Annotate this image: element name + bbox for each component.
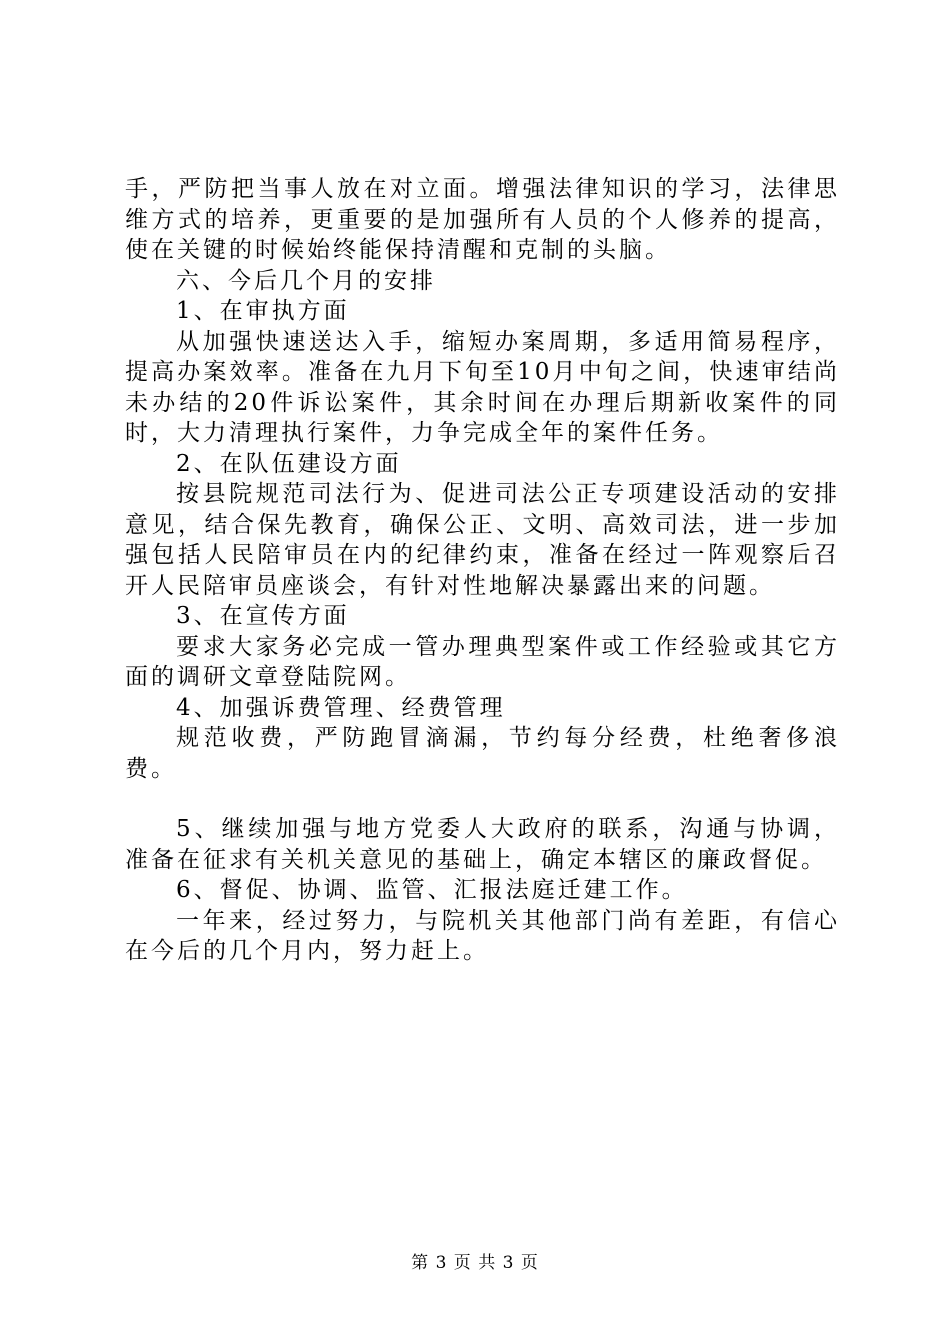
paragraph-court-relocation: 6、督促、协调、监管、汇报法庭迁建工作。 (176, 877, 688, 903)
paragraph-trial-execution: 从加强快速送达入手，缩短办案周期，多适用简易程序，提高办案效率。准备在九月下旬至10月中旬之间，快速审结尚未办结的20件诉讼案件，其余时间在办理后期新收案件的同时，大力清理执行案件，力争完成全年的案件任务。 (125, 328, 840, 446)
paragraph-conclusion: 一年来，经过努力，与院机关其他部门尚有差距，有信心在今后的几个月内，努力赶上。 (125, 907, 840, 964)
section-heading-future-plan: 六、今后几个月的安排 (176, 267, 436, 294)
paragraph-spacer (125, 784, 840, 814)
subheading-fee-management: 4、加强诉费管理、经费管理 (176, 694, 506, 721)
paragraph-local-liaison: 5、继续加强与地方党委人大政府的联系，沟通与协调，准备在征求有关机关意见的基础上，确定本辖区的廉政督促。 (125, 816, 840, 873)
subheading-publicity: 3、在宣传方面 (176, 603, 350, 629)
paragraph-fee-management: 规范收费，严防跑冒滴漏，节约每分经费，杜绝奢侈浪费。 (125, 725, 840, 782)
subheading-trial-execution: 1、在审执方面 (176, 298, 350, 324)
page-number-footer: 第 3 页 共 3 页 (411, 1253, 539, 1273)
paragraph-continuation: 手，严防把当事人放在对立面。增强法律知识的学习，法律思维方式的培养，更重要的是加强所有人员的个人修养的提高，使在关键的时候始终能保持清醒和克制的头脑。 (125, 176, 840, 263)
subheading-team-building: 2、在队伍建设方面 (176, 450, 402, 477)
paragraph-publicity: 要求大家务必完成一管办理典型案件或工作经验或其它方面的调研文章登陆院网。 (125, 633, 840, 690)
document-body (125, 174, 840, 967)
paragraph-team-building: 按县院规范司法行为、促进司法公正专项建设活动的安排意见，结合保先教育，确保公正、文明、高效司法，进一步加强包括人民陪审员在内的纪律约束，准备在经过一阵观察后召开人民陪审员座谈会，有针对性地解决暴露出来的问题。 (125, 481, 840, 599)
